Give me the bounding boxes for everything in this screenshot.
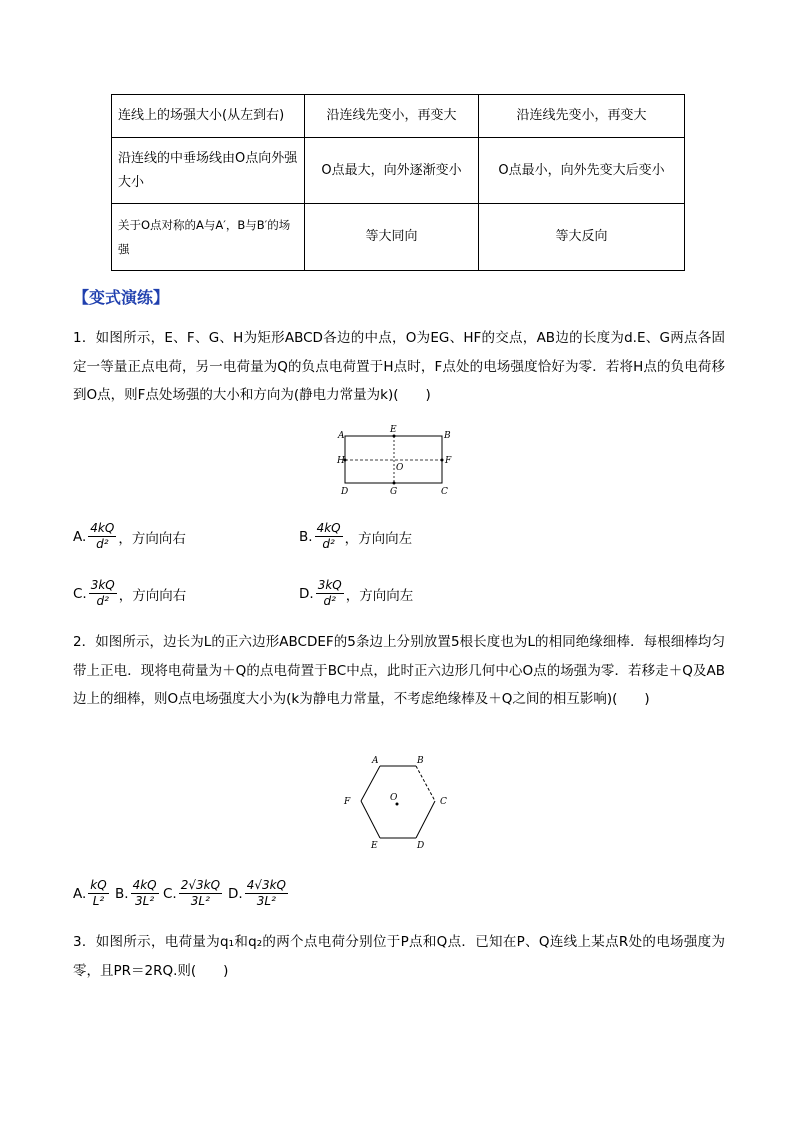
figure-label: A [338,431,345,441]
fraction: $\frac{4kQ}{\text{3L²}}$ [132,878,157,908]
option-a[interactable]: A. $\frac{kQ}{\text{L²}}$ [73,878,107,908]
option-b[interactable]: B. $\frac{4kQ}{\text{d²}}$ ，方向向左 [299,521,413,551]
figure-label: D [417,841,425,851]
section-title: 【变式演练】 [73,288,170,307]
table-row [112,95,685,138]
fraction: $\frac{4kQ}{\text{d²}}$ [316,521,341,551]
figure-label: A [372,756,379,766]
figure-label: G [390,487,398,497]
table-cell: 等大反向 [479,204,685,271]
question-1-text: 1．如图所示，E、F、G、H为矩形ABCD各边的中点，O为EG、HF的交点，AB边的长度为d.E、G两点各固定一等量正点电荷，另一电荷量为Q的负点电荷置于H点时，F点处的电场强度恰好为零．若将H点的负电荷移到O点，则F点处场强的大小和方向为(静电力常量为k)( ) [73,330,725,403]
table-cell: 沿连线先变小，再变大 [305,95,479,138]
fraction: $\frac{4√3kQ}{\text{3L²}}$ [246,878,286,908]
table-cell: 沿连线的中垂场线由O点向外强大小 [112,138,305,204]
figure-label: H [337,456,345,466]
figure-label: C [441,487,448,497]
table-cell: 连线上的场强大小(从左到右) [112,95,305,138]
figure-label: C [440,797,447,807]
option-d[interactable]: D. $\frac{3kQ}{\text{d²}}$ ，方向向左 [299,578,414,608]
question-3-text: 3．如图所示，电荷量为q₁和q₂的两个点电荷分别位于P点和Q点．已知在P、Q连线上某点R处的电场强度为零，且PR＝2RQ.则( ) [73,934,725,979]
option-a[interactable]: A. $\frac{4kQ}{\text{d²}}$ ，方向向右 [73,521,186,551]
table-cell: 关于O点对称的A与A′，B与B′的场强 [112,204,305,271]
figure-label: F [445,456,452,466]
table-cell: 等大同向 [305,204,479,271]
table-cell: O点最小，向外先变大后变小 [479,138,685,204]
figure-label: B [417,756,424,766]
rectangle-figure [335,424,465,500]
comparison-table [111,94,685,271]
figure-label: O [396,463,404,473]
hexagon-figure [338,754,456,854]
figure-label: B [444,431,451,441]
fraction: $\frac{3kQ}{\text{d²}}$ [90,578,115,608]
fraction: $\frac{2√3kQ}{\text{3L²}}$ [180,878,221,908]
table-row [112,138,685,204]
table-row [112,204,685,271]
fraction: $\frac{kQ}{\text{L²}}$ [90,878,107,908]
table-cell: 沿连线先变小，再变大 [479,95,685,138]
figure-label: D [341,487,349,497]
question-2-text: 2．如图所示，边长为L的正六边形ABCDEF的5条边上分别放置5根长度也为L的相同绝缘细棒．每根细棒均匀带上正电．现将电荷量为＋Q的点电荷置于BC中点，此时正六边形几何中心O点的场强为零．若移走＋Q及AB边上的细棒，则O点电场强度大小为(k为静电力常量，不考虑绝缘棒及＋Q之间的相互影响)( ) [73,634,725,707]
figure-label: E [371,841,378,851]
figure-label: F [344,797,351,807]
option-c[interactable]: C. $\frac{3kQ}{\text{d²}}$ ，方向向右 [73,578,187,608]
figure-label: O [390,793,398,803]
fraction: $\frac{3kQ}{\text{d²}}$ [317,578,342,608]
option-c[interactable]: C. $\frac{2√3kQ}{\text{3L²}}$ [163,878,221,908]
figure-label: E [390,425,397,435]
table-cell: O点最大，向外逐渐变小 [305,138,479,204]
option-d[interactable]: D. $\frac{4√3kQ}{\text{3L²}}$ [228,878,286,908]
option-b[interactable]: B. $\frac{4kQ}{\text{3L²}}$ [115,878,157,908]
fraction: $\frac{4kQ}{\text{d²}}$ [90,521,115,551]
